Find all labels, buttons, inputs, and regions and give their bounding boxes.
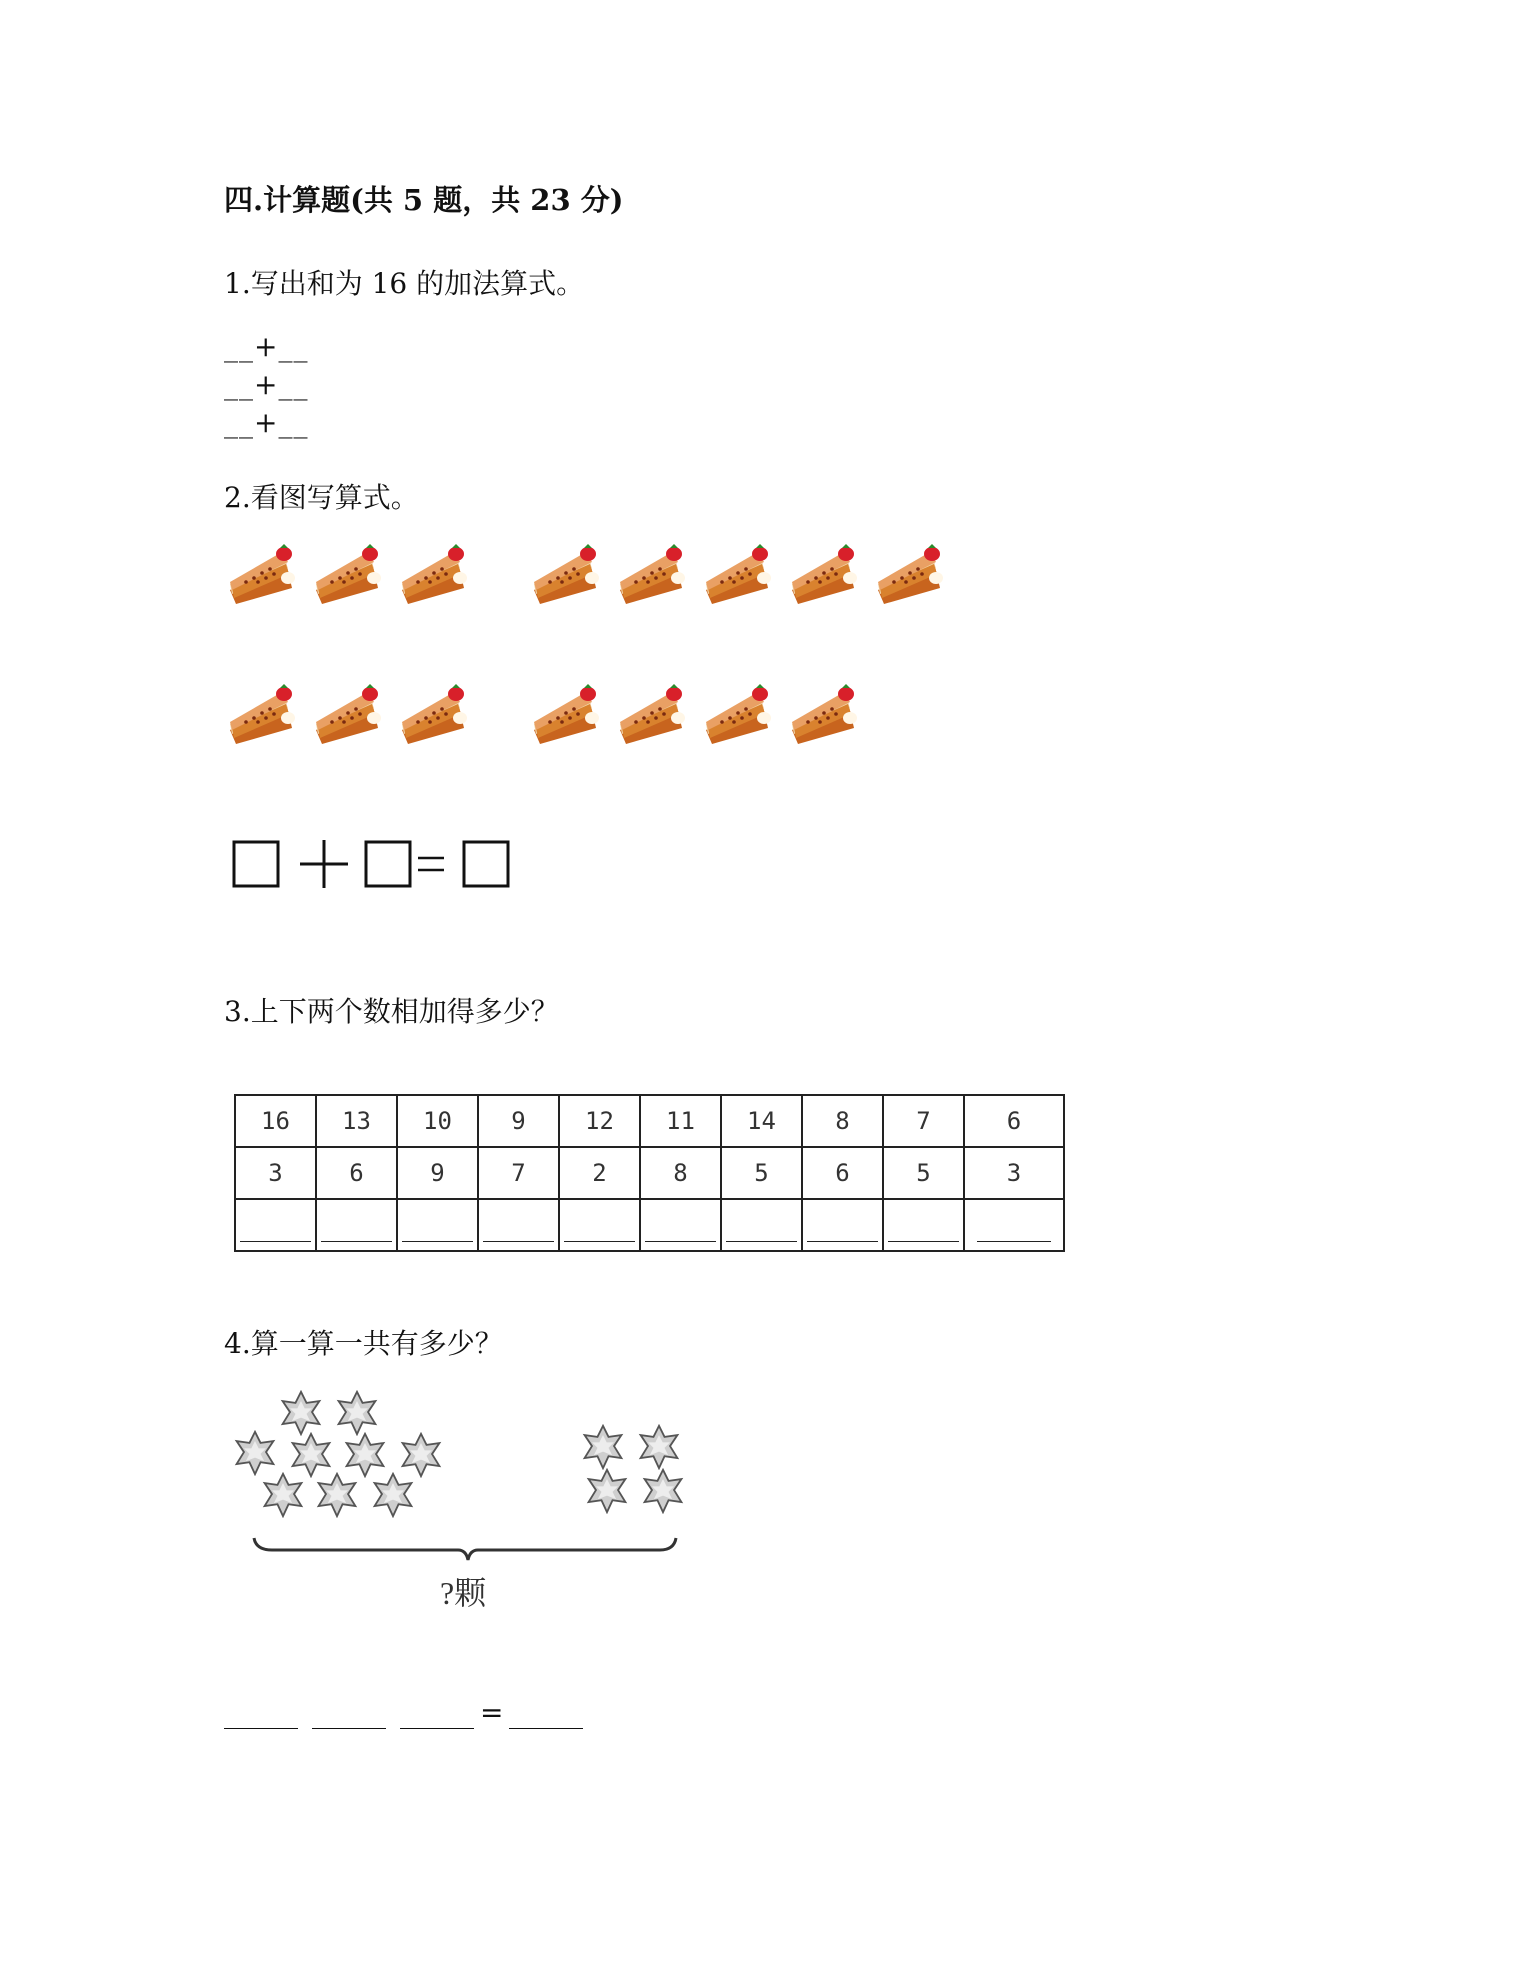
table-row-top	[235, 1095, 1064, 1147]
answer-cell[interactable]	[235, 1199, 316, 1251]
answer-box-2[interactable]	[366, 842, 410, 886]
table-row-answers	[235, 1199, 1064, 1251]
answer-cell[interactable]	[721, 1199, 802, 1251]
cake-icon	[702, 678, 774, 748]
cake-row-1	[226, 538, 946, 608]
cake-icon	[616, 678, 688, 748]
cake-icon	[616, 538, 688, 608]
cake-icon	[702, 538, 774, 608]
table-cell: 14	[721, 1095, 802, 1147]
cake-icon	[226, 538, 298, 608]
addition-table	[234, 1094, 1065, 1252]
answer-cell[interactable]	[883, 1199, 964, 1251]
answer-cell[interactable]	[559, 1199, 640, 1251]
table-cell: 12	[559, 1095, 640, 1147]
star-icon	[237, 1432, 274, 1474]
stars-figure	[226, 1390, 706, 1630]
cake-icon	[226, 678, 298, 748]
answer-cell[interactable]	[397, 1199, 478, 1251]
cake-icon	[312, 678, 384, 748]
table-cell: 9	[397, 1147, 478, 1199]
question-1-text: 1.写出和为 16 的加法算式。	[224, 267, 585, 300]
cake-icon	[874, 538, 946, 608]
star-icon	[645, 1470, 682, 1512]
table-cell: 3	[964, 1147, 1064, 1199]
q2-equation	[232, 838, 532, 918]
table-cell: 7	[478, 1147, 559, 1199]
cake-icon	[398, 678, 470, 748]
question-4-text: 4.算一算一共有多少？	[224, 1327, 503, 1360]
cake-icon	[398, 538, 470, 608]
table-cell: 2	[559, 1147, 640, 1199]
answer-cell[interactable]	[316, 1199, 397, 1251]
cake-icon	[788, 678, 860, 748]
section-title: 四.计算题(共 5 题，共 23 分)	[224, 183, 624, 217]
star-icon	[375, 1474, 412, 1516]
table-cell: 16	[235, 1095, 316, 1147]
q1-blank-line-3[interactable]: __+__	[224, 406, 309, 439]
answer-cell[interactable]	[478, 1199, 559, 1251]
equals-sign: =	[480, 1696, 504, 1729]
cake-icon	[312, 538, 384, 608]
star-icon	[319, 1474, 356, 1516]
table-cell: 5	[721, 1147, 802, 1199]
star-icon	[403, 1434, 440, 1476]
answer-box-1[interactable]	[234, 842, 278, 886]
star-spacer	[427, 1394, 467, 1440]
star-icon	[347, 1434, 384, 1476]
cake-icon	[530, 678, 602, 748]
star-icon	[283, 1392, 320, 1434]
table-cell: 5	[883, 1147, 964, 1199]
table-cell: 6	[316, 1147, 397, 1199]
table-cell: 11	[640, 1095, 721, 1147]
answer-blank-1[interactable]	[224, 1698, 298, 1729]
table-cell: 10	[397, 1095, 478, 1147]
table-cell: 3	[235, 1147, 316, 1199]
table-cell: 8	[640, 1147, 721, 1199]
curly-brace	[254, 1538, 676, 1560]
answer-cell[interactable]	[802, 1199, 883, 1251]
answer-blank-3[interactable]	[400, 1698, 474, 1729]
cake-icon	[788, 538, 860, 608]
table-cell: 9	[478, 1095, 559, 1147]
answer-blank-4[interactable]	[509, 1698, 583, 1729]
table-cell: 8	[802, 1095, 883, 1147]
star-icon	[585, 1426, 622, 1468]
star-spacer	[231, 1392, 271, 1438]
answer-box-3[interactable]	[464, 842, 508, 886]
q1-blank-line-1[interactable]: __+__	[224, 330, 309, 363]
star-icon	[265, 1474, 302, 1516]
star-icon	[641, 1426, 678, 1468]
table-cell: 7	[883, 1095, 964, 1147]
question-3-text: 3.上下两个数相加得多少？	[224, 995, 559, 1028]
table-cell: 6	[802, 1147, 883, 1199]
cake-icon	[530, 538, 602, 608]
answer-blank-2[interactable]	[312, 1698, 386, 1729]
q1-blank-line-2[interactable]: __+__	[224, 368, 309, 401]
table-cell: 13	[316, 1095, 397, 1147]
answer-cell[interactable]	[640, 1199, 721, 1251]
cake-row-2	[226, 678, 860, 748]
q4-equation	[224, 1696, 583, 1729]
star-icon	[339, 1392, 376, 1434]
star-icon	[293, 1434, 330, 1476]
table-row-bottom	[235, 1147, 1064, 1199]
star-icon	[589, 1470, 626, 1512]
answer-cell[interactable]	[964, 1199, 1064, 1251]
question-2-text: 2.看图写算式。	[224, 481, 419, 514]
brace-label: ?颗	[440, 1575, 487, 1611]
table-cell: 6	[964, 1095, 1064, 1147]
